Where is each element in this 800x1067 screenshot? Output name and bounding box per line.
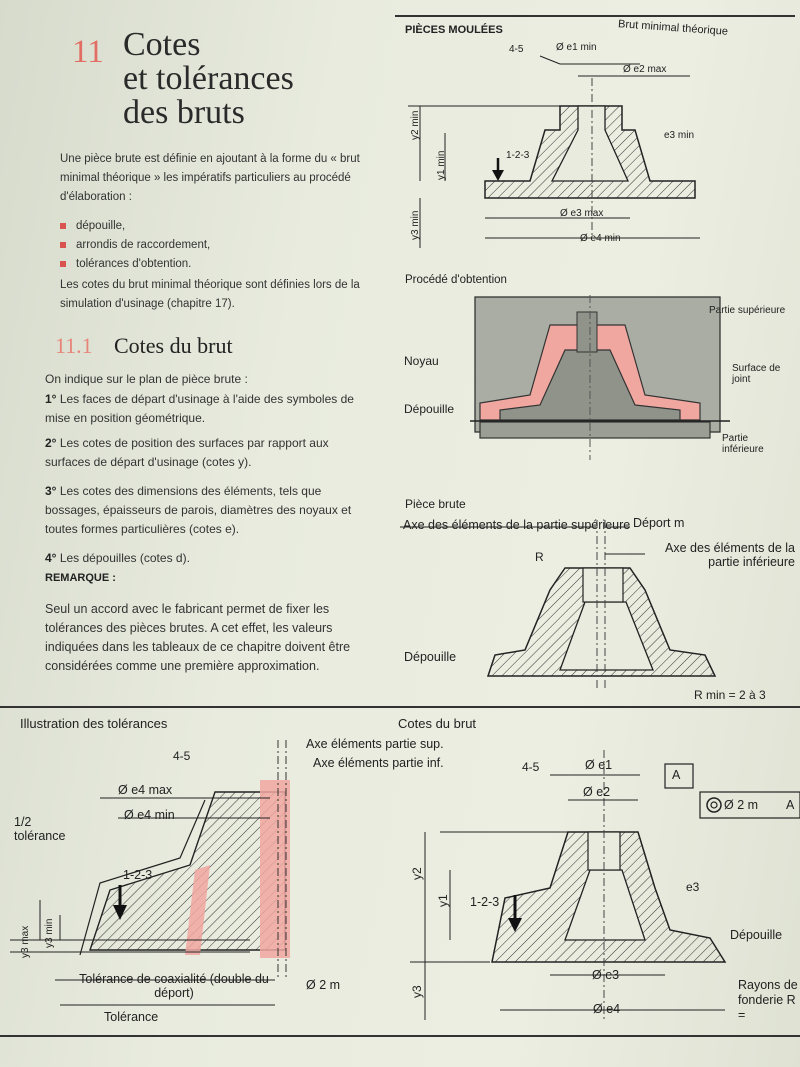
fig4-label-axe-inf: Axe éléments partie inf. bbox=[313, 756, 444, 770]
section-number: 11.1 bbox=[55, 333, 93, 358]
bullet-square-icon bbox=[60, 261, 66, 267]
fig1-label-y1min: y1 min bbox=[436, 150, 447, 180]
top-rule bbox=[395, 15, 795, 17]
fig4-label-axe-sup: Axe éléments partie sup. bbox=[306, 737, 444, 751]
remark-text: Seul un accord avec le fabricant permet de fixer les tolérances des pièces brutes. A cet effet, les valeurs indiquées dans les tableaux de ce chapitre doivent être considérées comme une première approximation. bbox=[45, 602, 351, 673]
fig5-label-1-2-3: 1-2-3 bbox=[470, 895, 500, 909]
section-title: Cotes du brut bbox=[114, 333, 233, 358]
fig2-title: Procédé d'obtention bbox=[405, 274, 507, 286]
list-item: 2° Les cotes de position des surfaces par rapport aux surfaces de départ d'usinage (cotes y). bbox=[45, 436, 329, 469]
section-intro: On indique sur le plan de pièce brute : bbox=[45, 372, 248, 386]
fig1-subtitle: Brut minimal théorique bbox=[617, 18, 729, 38]
fig5-label-4-5: 4-5 bbox=[522, 760, 540, 774]
fig3-label-rmin: R min = 2 à 3 bbox=[694, 688, 766, 702]
fig1-label-e3max: Ø e3 max bbox=[560, 208, 604, 219]
fig5-label-y3: y3 bbox=[410, 985, 424, 998]
fig4-label-e4min: Ø e4 min bbox=[124, 808, 175, 822]
fig5-label-y1: y1 bbox=[436, 894, 450, 907]
fig5-label-y2: y2 bbox=[410, 867, 424, 880]
section-divider bbox=[0, 706, 800, 708]
bullet-item: arrondis de raccordement, bbox=[60, 239, 210, 251]
fig5-label-e3-dia: Ø e3 bbox=[592, 968, 620, 982]
fig1-label-4-5: 4-5 bbox=[509, 44, 524, 55]
fig4-label-e4max: Ø e4 max bbox=[118, 783, 173, 797]
fig3-label-axe-sup: Axe des éléments de la partie supérieure bbox=[403, 518, 631, 532]
chapter-title-line-3: des bruts bbox=[123, 94, 245, 131]
bullet-square-icon bbox=[60, 242, 66, 248]
fig5-label-depouille: Dépouille bbox=[730, 928, 783, 942]
fig2-label-partie-sup: Partie supérieure bbox=[709, 305, 786, 316]
fig5-title: Cotes du brut bbox=[398, 716, 477, 731]
fig5-label-e4: Ø e4 bbox=[593, 1002, 621, 1016]
fig5-label-datum-a: A bbox=[672, 768, 681, 782]
intro-paragraph: Une pièce brute est définie en ajoutant à la forme du « brut minimal théorique » les impératifs particuliers au procédé d'élaboration : bbox=[60, 153, 360, 203]
remark-heading: REMARQUE : bbox=[45, 572, 116, 584]
fig1-label-e2max: Ø e2 max bbox=[623, 64, 667, 75]
bullet-item: dépouille, bbox=[60, 220, 125, 232]
fig2-label-surface-joint: Surface de joint bbox=[732, 363, 781, 385]
fig5-label-e1: Ø e1 bbox=[585, 758, 613, 772]
fig3-label-r: R bbox=[535, 550, 544, 564]
bottom-rule bbox=[0, 1035, 800, 1037]
bullet-square-icon bbox=[60, 223, 66, 229]
fig5-label-e2: Ø e2 bbox=[583, 785, 611, 799]
simulation-paragraph: Les cotes du brut minimal théorique sont définies lors de la simulation d'usinage (chapitre 17). bbox=[60, 279, 360, 310]
fig4-label-4-5: 4-5 bbox=[173, 749, 191, 763]
fig2-drawing bbox=[470, 295, 730, 465]
fig1-label-e1min: Ø e1 min bbox=[556, 42, 597, 53]
fig4-label-y3min: y3 min bbox=[44, 918, 55, 948]
fig3-label-deport: Déport m bbox=[633, 516, 685, 530]
fig4-label-2m: Ø 2 m bbox=[306, 978, 341, 992]
fig1-label-y3min: y3 min bbox=[410, 210, 421, 240]
chapter-title bbox=[123, 28, 294, 130]
chapter-title-line-1: Cotes bbox=[123, 26, 201, 63]
fig2-label-partie-inf: Partie inférieure bbox=[722, 433, 764, 455]
fig3-title: Pièce brute bbox=[405, 497, 466, 511]
chapter-number: 11 bbox=[72, 34, 104, 70]
fig1-drawing bbox=[400, 38, 800, 258]
fig2-label-depouille: Dépouille bbox=[404, 402, 455, 416]
fig5-label-e3: e3 bbox=[686, 880, 700, 894]
fig4-label-half-tolerance: 1/2 tolérance bbox=[14, 815, 66, 843]
fig4-label-y3max: y3 max bbox=[20, 925, 31, 958]
fig2-label-noyau: Noyau bbox=[404, 354, 439, 368]
fig4-label-1-2-3: 1-2-3 bbox=[123, 868, 153, 882]
fig1-label-e3min: e3 min bbox=[664, 130, 695, 141]
fig1-title: PIÈCES MOULÉES bbox=[405, 24, 503, 36]
list-item: 4° Les dépouilles (cotes d). bbox=[45, 551, 190, 565]
fig1-label-y2min: y2 min bbox=[410, 110, 421, 140]
fig5-label-coax-a: A bbox=[786, 798, 795, 812]
list-item: 3° Les cotes des dimensions des éléments, tels que bossages, épaisseurs de parois, diamètres des noyaux et toutes formes particulières (cotes e). bbox=[45, 484, 352, 536]
fig5-label-coax-2m: Ø 2 m bbox=[724, 798, 759, 812]
fig4-label-tolerance: Tolérance bbox=[104, 1010, 159, 1024]
list-item: 1° Les faces de départ d'usinage à l'aide des symboles de mise en position géométrique. bbox=[45, 392, 354, 425]
fig1-label-1-2-3: 1-2-3 bbox=[506, 150, 530, 161]
fig3-label-axe-inf: Axe des éléments de la partie inférieure bbox=[665, 541, 795, 569]
fig1-label-e4min: Ø e4 min bbox=[580, 233, 621, 244]
fig5-label-rayons: Rayons de fonderie R = bbox=[738, 978, 798, 1022]
fig4-label-coaxialite: Tolérance de coaxialité (double du déport) bbox=[79, 972, 269, 1000]
fig4-title: Illustration des tolérances bbox=[20, 716, 168, 731]
bullet-item: tolérances d'obtention. bbox=[60, 258, 191, 270]
fig3-label-depouille: Dépouille bbox=[404, 650, 457, 664]
chapter-title-line-2: et tolérances bbox=[123, 60, 294, 97]
